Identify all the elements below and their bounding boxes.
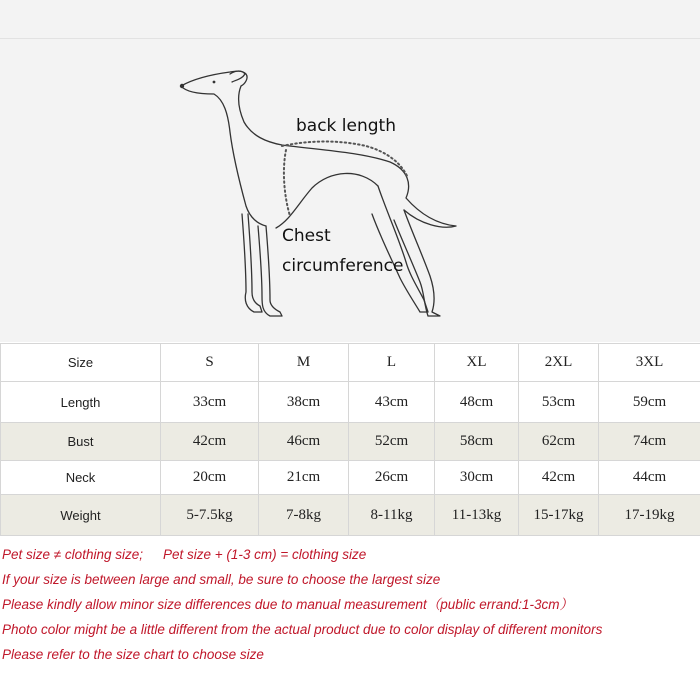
table-cell: 7-8kg — [259, 495, 349, 536]
table-cell: S — [161, 344, 259, 382]
note-line: Please kindly allow minor size differences due to manual measurement（public errand:1-3cm） — [2, 597, 574, 612]
size-notes — [2, 544, 698, 669]
table-row-length — [1, 382, 700, 423]
chest-measure-line — [284, 150, 290, 216]
table-row-size — [1, 344, 700, 382]
table-cell: 21cm — [259, 461, 349, 495]
note-text: Pet size ≠ clothing size; — [2, 547, 143, 562]
table-cell: 44cm — [599, 461, 700, 495]
dog-head-outline — [181, 71, 456, 227]
table-cell: 43cm — [349, 382, 435, 423]
row-label: Size — [1, 344, 161, 382]
table-cell: M — [259, 344, 349, 382]
note-text: Pet size + (1-3 cm) = clothing size — [162, 547, 367, 562]
table-row-neck — [1, 461, 700, 495]
table-cell: 42cm — [161, 423, 259, 461]
dog-ear — [230, 71, 245, 82]
size-chart-table — [0, 343, 700, 536]
chest-label-line1: Chest — [282, 226, 331, 246]
table-cell: 53cm — [519, 382, 599, 423]
table-cell: 58cm — [435, 423, 519, 461]
table-cell: 59cm — [599, 382, 700, 423]
table-cell: 11-13kg — [435, 495, 519, 536]
table-cell: 38cm — [259, 382, 349, 423]
table-cell: 3XL — [599, 344, 700, 382]
dog-belly-outline — [276, 173, 378, 228]
note-line: Please refer to the size chart to choose size — [2, 647, 264, 662]
table-cell: 2XL — [519, 344, 599, 382]
table-cell: 5-7.5kg — [161, 495, 259, 536]
table-cell: 15-17kg — [519, 495, 599, 536]
table-cell: 30cm — [435, 461, 519, 495]
dog-throat-outline — [181, 86, 266, 226]
chest-label-line2: circumference — [282, 256, 404, 276]
table-cell: 20cm — [161, 461, 259, 495]
note-line: Photo color might be a little different from the actual product due to color display of different monitors — [2, 622, 603, 637]
greyhound-illustration — [0, 0, 700, 342]
table-cell: 26cm — [349, 461, 435, 495]
table-cell: 42cm — [519, 461, 599, 495]
dog-front-leg-2 — [258, 226, 282, 316]
table-cell: XL — [435, 344, 519, 382]
table-cell: 46cm — [259, 423, 349, 461]
row-label: Neck — [1, 461, 161, 495]
table-cell: L — [349, 344, 435, 382]
back-length-label: back length — [296, 116, 396, 136]
row-label: Length — [1, 382, 161, 423]
note-line: If your size is between large and small, be sure to choose the largest size — [2, 572, 441, 587]
table-cell: 62cm — [519, 423, 599, 461]
table-cell: 52cm — [349, 423, 435, 461]
row-label: Weight — [1, 495, 161, 536]
dog-eye — [213, 81, 216, 84]
dog-nose — [180, 84, 184, 88]
table-cell: 33cm — [161, 382, 259, 423]
table-row-weight — [1, 495, 700, 536]
table-cell: 8-11kg — [349, 495, 435, 536]
dog-front-leg-1 — [242, 214, 262, 312]
table-row-bust — [1, 423, 700, 461]
table-cell: 48cm — [435, 382, 519, 423]
row-label: Bust — [1, 423, 161, 461]
table-cell: 74cm — [599, 423, 700, 461]
note-line — [2, 544, 698, 569]
diagram-panel — [0, 0, 700, 342]
table-cell: 17-19kg — [599, 495, 700, 536]
